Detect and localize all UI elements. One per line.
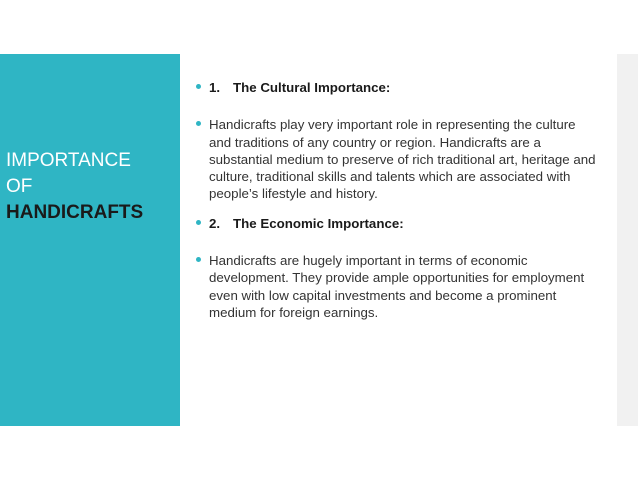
heading-label-1: The Cultural Importance: — [233, 80, 391, 95]
cultural-importance-paragraph — [196, 116, 598, 202]
bullet-mark-2 — [196, 121, 201, 126]
paragraph-text-1: Handicrafts play very important role in representing the culture and traditions of any country or region. Handicrafts are a substantial medium to preserve of rich traditional art, heritage and culture, traditional skills and talents which are associated with people’s lifestyle and history. — [209, 117, 596, 202]
heading-number-2: 2. — [209, 215, 221, 231]
title-panel — [0, 54, 180, 426]
title-line-1: IMPORTANCE — [6, 150, 131, 171]
title-line-2: OF — [6, 176, 33, 197]
economic-importance-paragraph — [196, 252, 598, 321]
slide-title — [6, 148, 176, 226]
bullet-mark-1 — [196, 84, 201, 89]
title-line-3: HANDICRAFTS — [6, 202, 144, 223]
slide-content — [196, 79, 598, 337]
right-side-bar — [617, 54, 638, 426]
bullet-mark-4 — [196, 257, 201, 262]
bullet-mark-3 — [196, 220, 201, 225]
heading-label-2: The Economic Importance: — [233, 215, 404, 231]
economic-importance-heading — [196, 215, 598, 232]
heading-number-1: 1. — [209, 80, 221, 95]
paragraph-text-2: Handicrafts are hugely important in terms of economic development. They provide ample opportunities for employment even with low capital investments and become a prominent medium for foreign earnings. — [209, 253, 585, 320]
cultural-importance-heading — [196, 79, 598, 96]
